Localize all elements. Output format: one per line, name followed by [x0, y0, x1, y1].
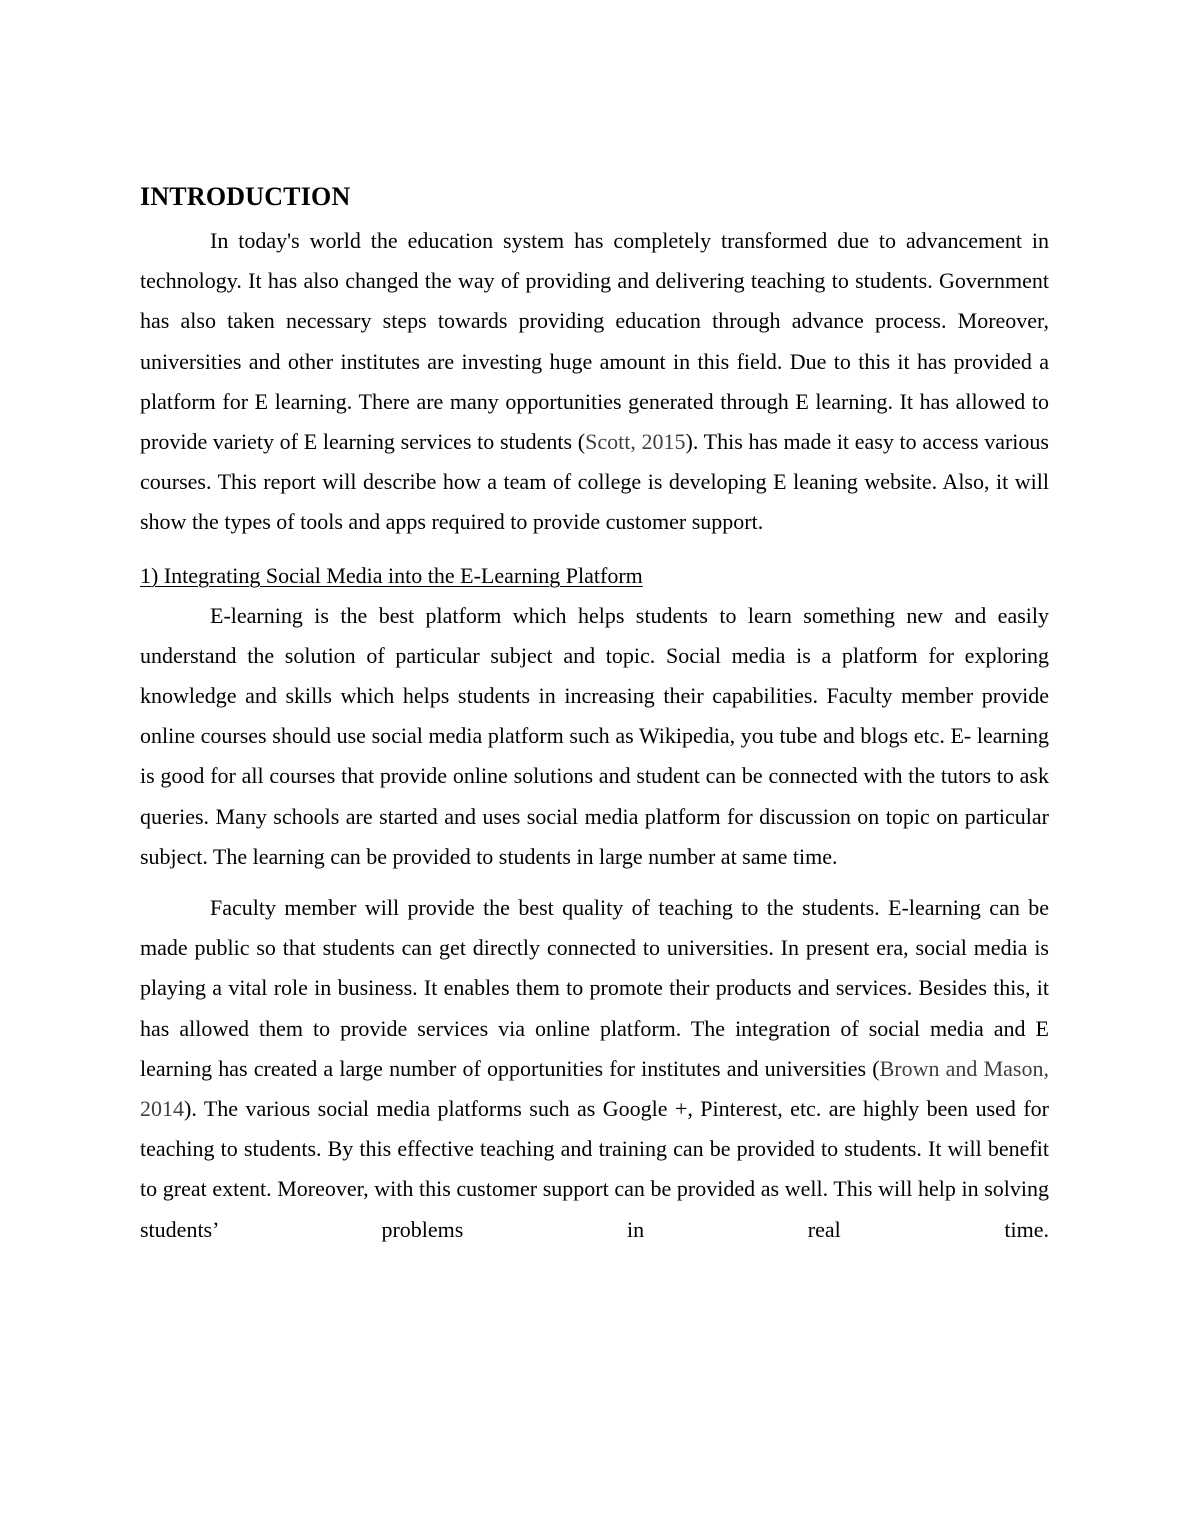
paragraph2-text-part1: Faculty member will provide the best quality of teaching to the students. E-learning can be made public so that students can get directly connected to universities. In present era, social media is playing a vital role in business. It enables them to promote their products and services. Besides this, it has allowed them to provide services via online platform. The integration of social media and E learning has created a large number of opportunities for institutes and universities (: [140, 895, 1049, 1081]
citation-brown-mason-2014: Brown and Mason, 2014: [140, 1055, 1049, 1122]
paragraph2-text-part2: ). The various social media platforms such as Google +, Pinterest, etc. are highly been used for teaching to students. By this effective teaching and training can be provided to students. It will benefit to great extent. Moreover, with this customer support can be provided as well. This will help in solving students’ problems in real time.: [140, 1096, 1049, 1242]
intro-text-part2: ). This has made it easy to access various courses. This report will describe how a team of college is developing E leaning website. Also, it will show the types of tools and apps required to provide customer support.: [140, 429, 1049, 535]
intro-paragraph: [140, 221, 1049, 543]
section-heading-introduction: INTRODUCTION: [140, 182, 351, 211]
intro-text-part1: In today's world the education system has completely transformed due to advancement in technology. It has also changed the way of providing and delivering teaching to students. Government has also taken necessary steps towards providing education through advance process. Moreover, universities and other institutes are investing huge amount in this field. Due to this it has provided a platform for E learning. There are many opportunities generated through E learning. It has allowed to provide variety of E learning services to students (: [140, 228, 1049, 455]
body-paragraph-1: E-learning is the best platform which helps students to learn something new and easily understand the solution of particular subject and topic. Social media is a platform for exploring knowledge and skills which helps students in increasing their capabilities. Faculty member provide online courses should use social media platform such as Wikipedia, you tube and blogs etc. E- learning is good for all courses that provide online solutions and student can be connected with the tutors to ask queries. Many schools are started and uses social media platform for discussion on topic on particular subject. The learning can be provided to students in large number at same time.: [140, 602, 1049, 869]
citation-scott-2015: Scott, 2015: [585, 429, 686, 455]
section-subheading: [140, 559, 1049, 593]
body-paragraph-2: [140, 888, 1049, 1250]
subheading-text: 1) Integrating Social Media into the E-Learning Platform: [140, 562, 643, 588]
